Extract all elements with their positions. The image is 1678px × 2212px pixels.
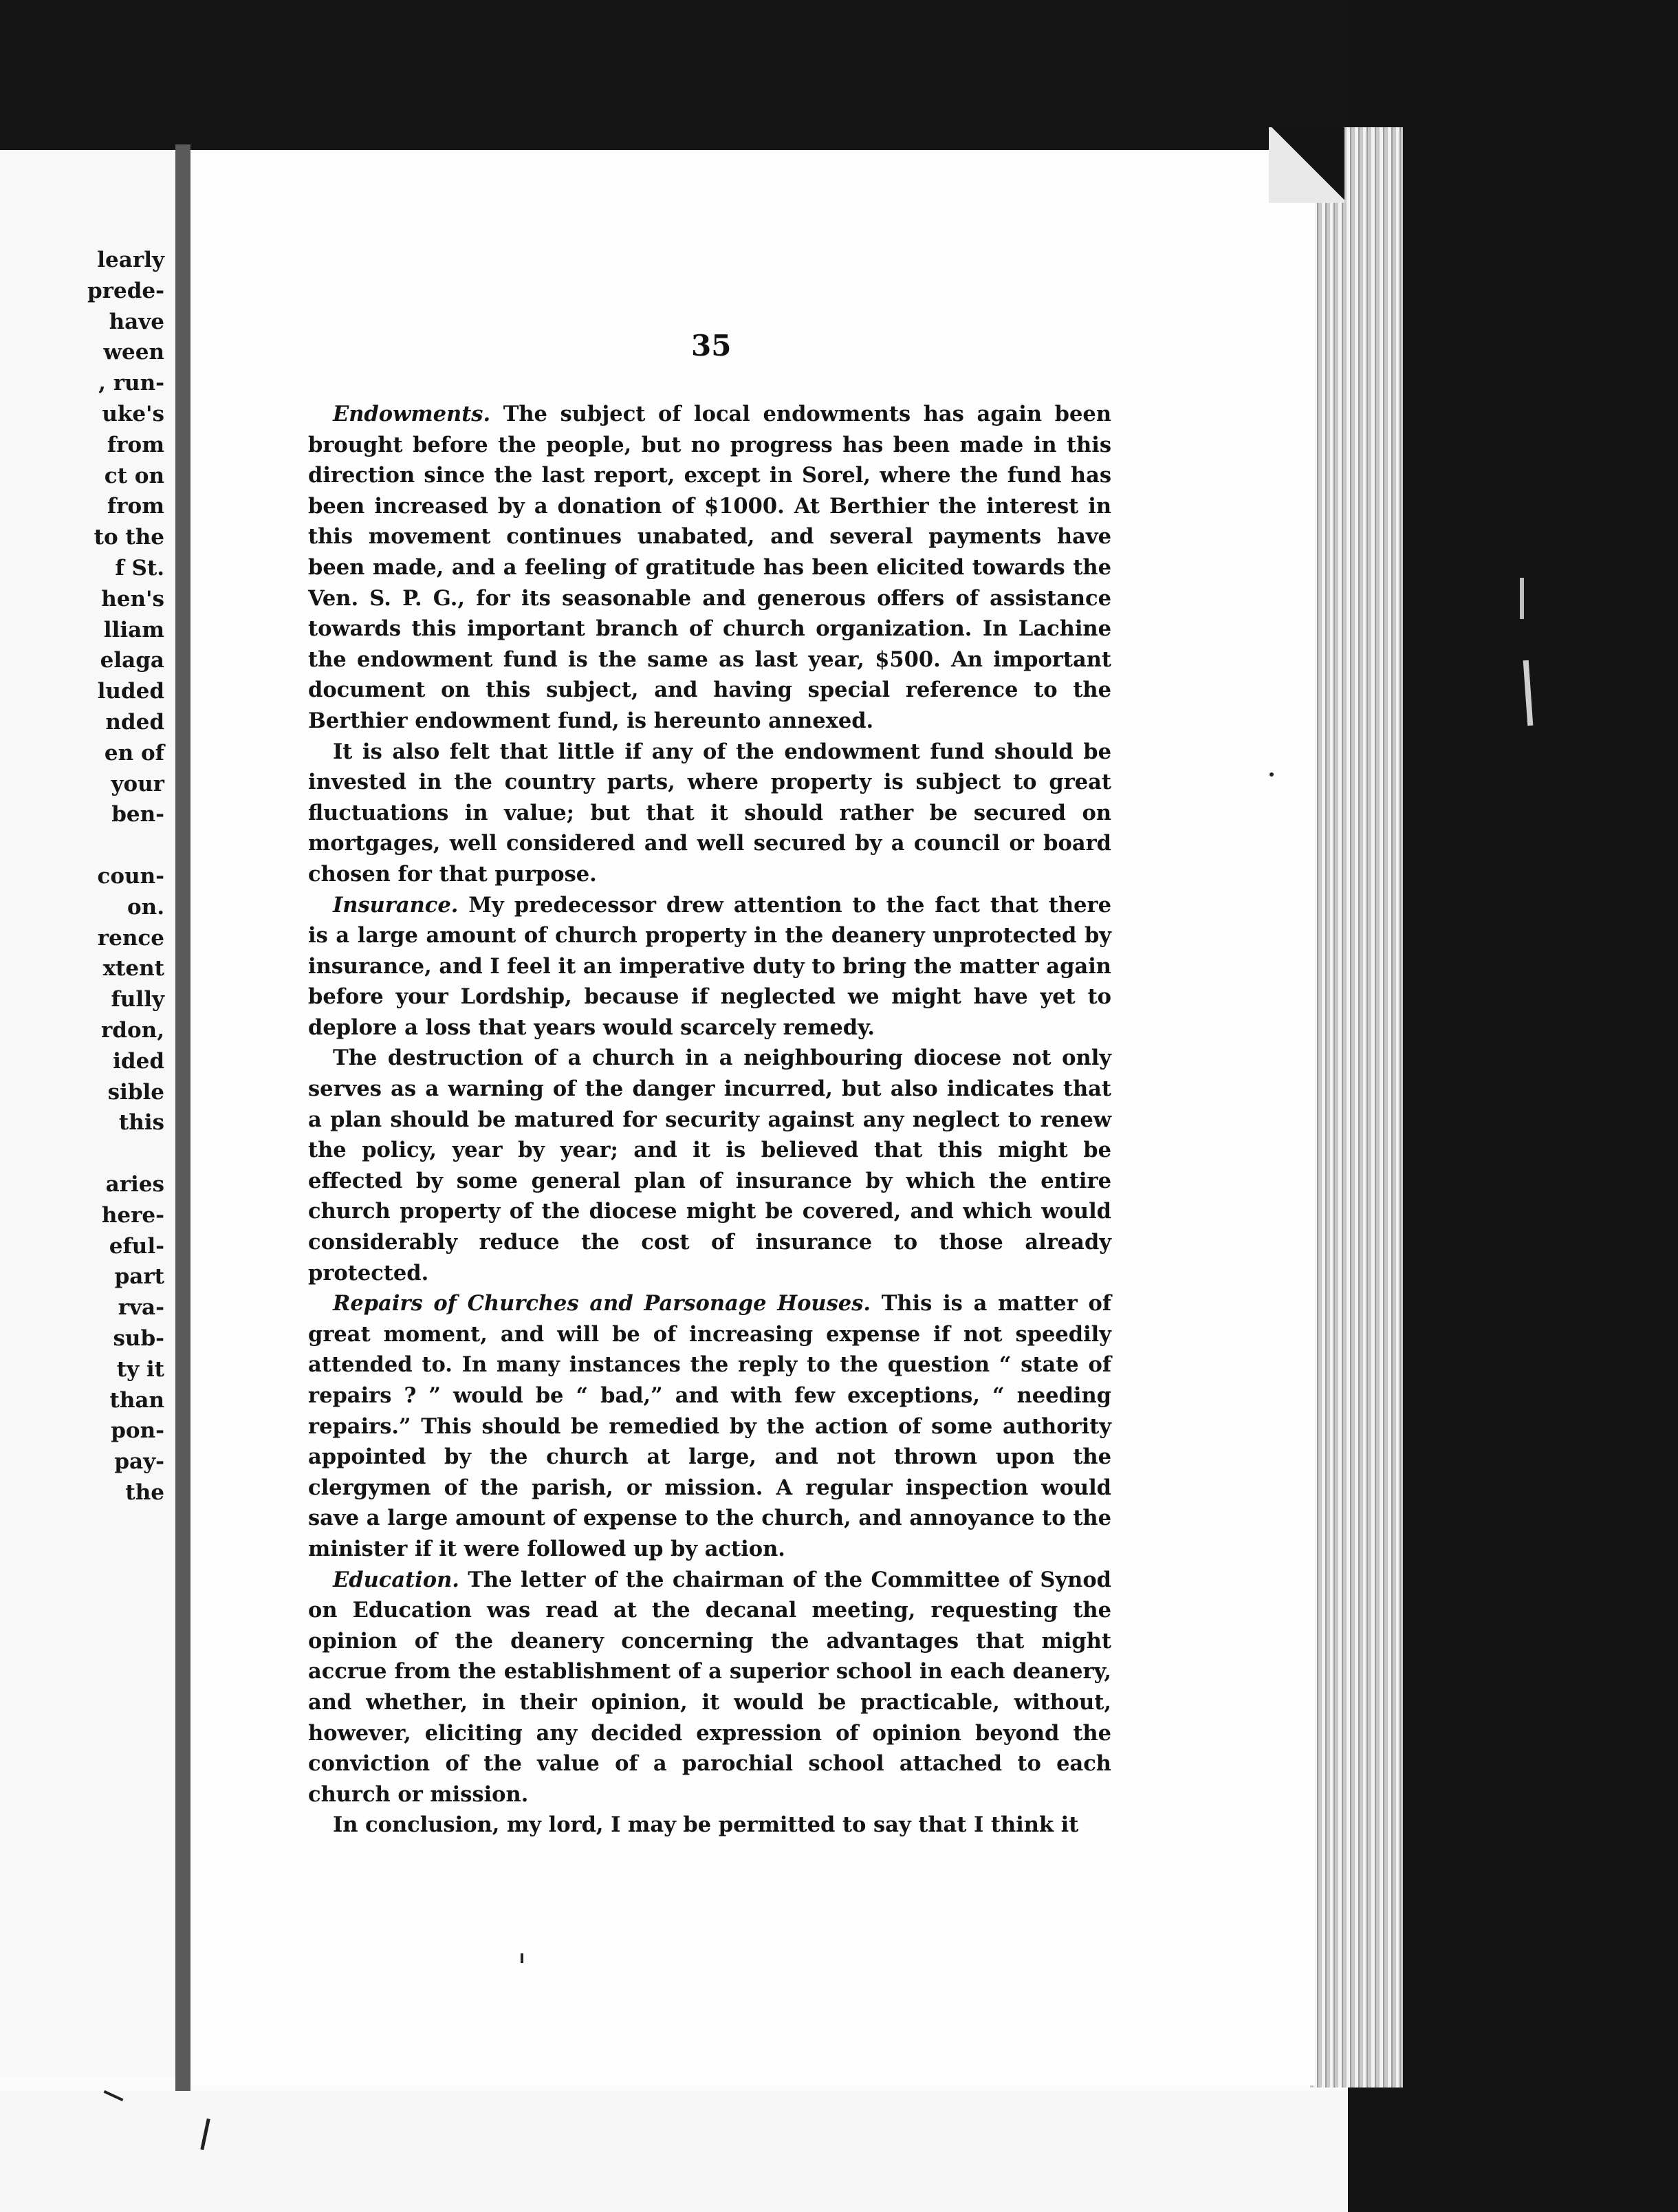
left-page-line: hen's xyxy=(101,586,164,611)
left-page-line: , run- xyxy=(98,371,164,396)
scan-bottom-margin xyxy=(0,2091,1348,2212)
left-page-line: to the xyxy=(94,525,164,550)
body-paragraph xyxy=(308,1288,1111,1564)
left-page-line: aries xyxy=(105,1172,164,1197)
section-heading: Insurance. xyxy=(333,892,459,918)
left-page-line: elaga xyxy=(100,648,164,673)
section-heading: Endowments. xyxy=(333,402,491,426)
ink-mark xyxy=(1270,772,1274,777)
paragraph-text: The letter of the chairman of the Committee of Synod on Education was read at the decanal meeting, requesting the opinion of the deanery concerning the advantages that might accrue from the establishment of a superior school in each deanery, and whether, in their opinion, it would be practicable, without, however, eliciting any decided expression of opinion beyond the conviction of the value of a parochial school attached to each church or mission. xyxy=(308,1567,1111,1807)
paragraph-text: My predecessor drew attention to the fact that there is a large amount of church property in the deanery unprotected by insurance, and I feel it an imperative duty to bring the matter again before your Lordship, because if neglected we might have yet to deplore a loss that years would scarcely remedy. xyxy=(308,892,1111,1040)
left-page-line: have xyxy=(109,309,164,334)
body-paragraph xyxy=(308,890,1111,1043)
body-paragraph xyxy=(308,1043,1111,1288)
left-page-line: sub- xyxy=(113,1326,164,1351)
left-page-line: fully xyxy=(111,987,164,1012)
section-heading: Education. xyxy=(333,1567,459,1592)
body-paragraph xyxy=(308,1565,1111,1810)
left-page-line: the xyxy=(125,1480,164,1505)
left-page-line: rdon, xyxy=(100,1018,164,1043)
book-page-edges xyxy=(1310,127,1403,2088)
left-page-line: on. xyxy=(127,894,164,920)
left-page-line: ty it xyxy=(116,1356,164,1382)
left-page-line: ct on xyxy=(104,463,164,488)
paragraph-text: It is also felt that little if any of the endowment fund should be invested in the country parts, where property is subject to great fluctuations in value; but that it should rather be secured on mortgages, well considered and well secured by a council or board chosen for that purpose. xyxy=(308,739,1111,887)
left-facing-page xyxy=(0,150,175,2076)
left-page-line: nded xyxy=(105,710,164,735)
left-page-line: pon- xyxy=(111,1418,164,1444)
left-page-line: part xyxy=(114,1264,164,1290)
body-paragraph xyxy=(308,1810,1111,1841)
left-page-line: luded xyxy=(97,679,164,704)
left-page-line: uke's xyxy=(102,402,164,426)
left-page-line: eful- xyxy=(109,1233,164,1259)
left-page-line: f St. xyxy=(115,556,164,581)
left-page-line: coun- xyxy=(97,864,164,889)
body-paragraph xyxy=(308,737,1111,890)
section-heading: Repairs of Churches and Parsonage Houses. xyxy=(333,1291,871,1316)
paragraph-text: The destruction of a church in a neighbouring diocese not only serves as a warning of the danger incurred, but also indicates that a plan should be matured for security against any neglect to renew the policy, year by year; and it is believed that this might be effected by some general plan of insurance by which the entire church property of the diocese might be covered, and which would considerably reduce the cost of insurance to those already protected. xyxy=(308,1045,1111,1286)
left-page-line: pay- xyxy=(114,1449,164,1475)
left-page-line: ben- xyxy=(111,802,164,827)
left-page-line: rence xyxy=(97,925,164,951)
body-paragraph xyxy=(308,399,1111,737)
left-page-line: here- xyxy=(101,1202,164,1228)
paragraph-text: This is a matter of great moment, and will be of increasing expense if not speedily attended to. In many instances the reply to the question “ state of repairs ? ” would be “ bad,” and with few exceptions, “ needing repairs.” This should be remedied by the action of some authority appointed by the church at large, and not thrown upon the clergymen of the parish, or mission. A regular inspection would save a large amount of expense to the church, and annoyance to the minister if it were followed up by action. xyxy=(308,1291,1111,1561)
left-page-line: from xyxy=(107,494,164,519)
left-page-line: than xyxy=(109,1387,164,1413)
left-page-line: rva- xyxy=(118,1295,164,1321)
left-page-line: prede- xyxy=(87,278,164,303)
left-page-line: from xyxy=(107,432,164,457)
folded-page-corner xyxy=(1269,127,1344,203)
left-page-line: learly xyxy=(97,248,164,272)
paragraph-text: In conclusion, my lord, I may be permitted to say that I think it xyxy=(333,1812,1079,1838)
paragraph-text: The subject of local endowments has again been brought before the people, but no progress has been made in this direction since the last report, except in Sorel, where the fund has been increased by a donation of $1000. At Berthier the interest in this movement continues unabated, and several payments have been made, and a feeling of gratitude has been elicited towards the Ven. S. P. G., for its seasonable and generous offers of assistance towards this important branch of church organization. In Lachine the endowment fund is the same as last year, $500. An important document on this subject, and having special reference to the Berthier endowment fund, is hereunto annexed. xyxy=(308,402,1111,733)
book-gutter xyxy=(175,144,190,2091)
page-body-text xyxy=(308,399,1111,1841)
left-page-line: xtent xyxy=(102,956,164,982)
left-page-line: ween xyxy=(103,340,164,365)
left-page-line: this xyxy=(118,1110,164,1136)
left-page-line: en of xyxy=(104,740,164,766)
page-number: 35 xyxy=(691,329,732,362)
left-page-line: lliam xyxy=(103,617,164,642)
left-page-line: your xyxy=(111,771,164,796)
left-page-line: ided xyxy=(113,1048,164,1074)
left-page-line: sible xyxy=(107,1079,164,1105)
ink-mark xyxy=(521,1953,523,1963)
ink-mark xyxy=(1520,578,1524,619)
